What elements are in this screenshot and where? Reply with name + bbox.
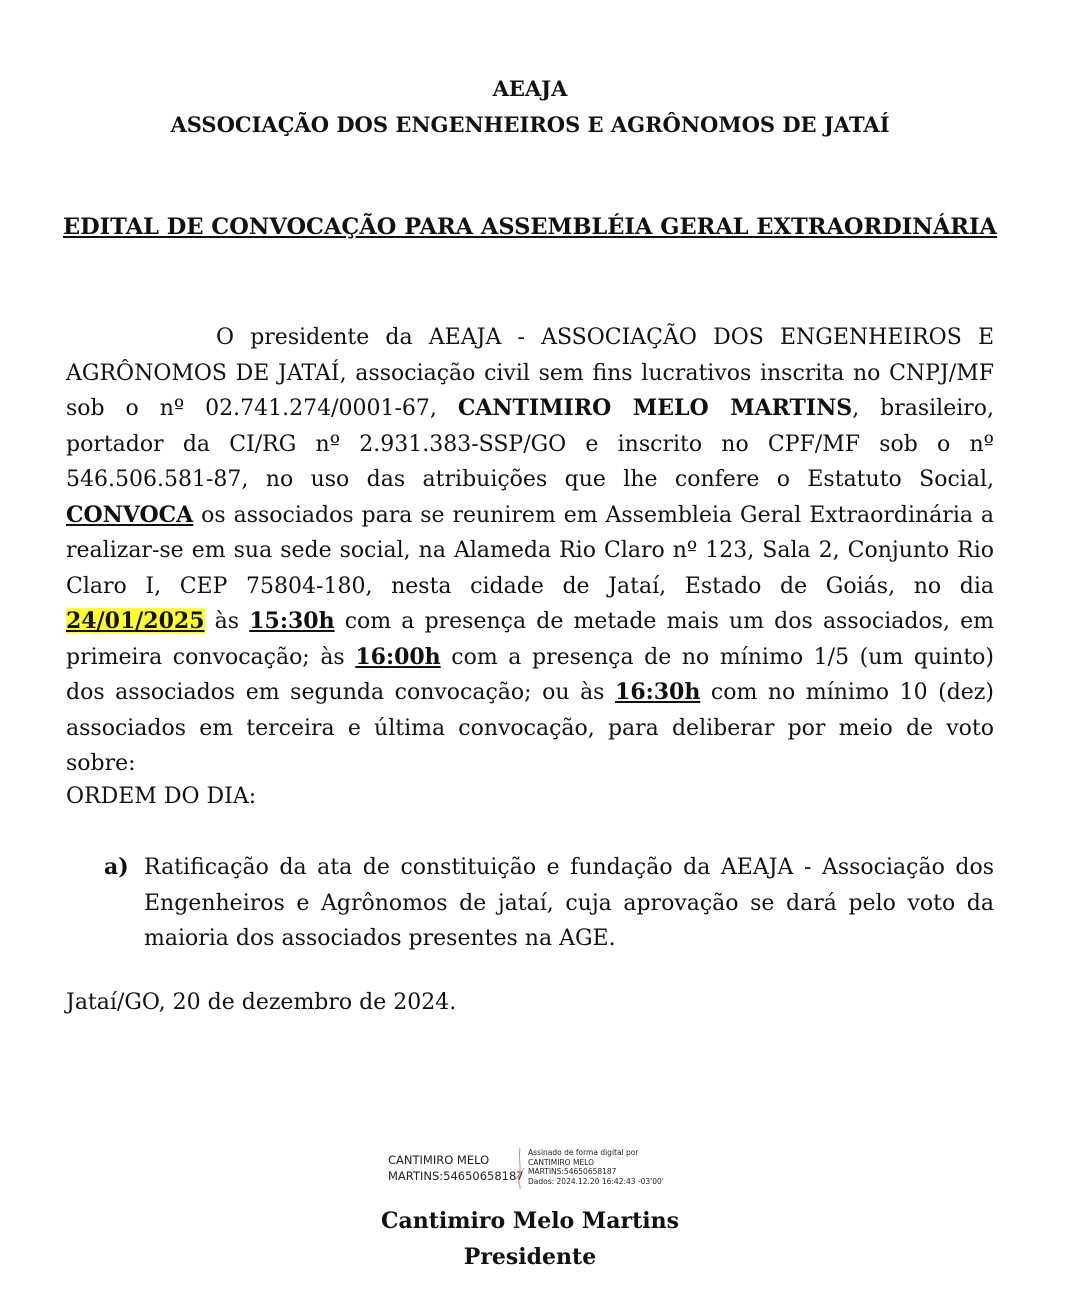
body-text: , brasileiro, portador da CI/RG nº 2.931.383-SSP/GO e inscrito no CPF/MF sob o nº 546.506.581-87, no uso das atribuições que lhe confere o Estatuto Social, [66,396,995,492]
body-text: com a presença de no mínimo 1/5 (um quinto) dos associados em segunda convocação; ou às [66,644,995,705]
document-title: EDITAL DE CONVOCAÇÃO PARA ASSEMBLÉIA GERAL EXTRAORDINÁRIA [63,214,997,240]
digital-signature-details [528,1148,664,1186]
signature-detail-line: Assinado de forma digital por [528,1148,639,1157]
body-text: os associados para se reunirem em Assembleia Geral Extraordinária a realizar-se em sua sede social, na Alameda Rio Claro nº 123, Sala 2, Conjunto Rio Claro I, CEP 75804-180, nesta cidade de Jataí, Estado de Goiás, no dia [66,502,994,599]
signature-name-line: CANTIMIRO MELO [388,1153,490,1167]
body-text: O presidente da AEAJA - ASSOCIAÇÃO DOS ENGENHEIROS E AGRÔNOMOS DE JATAÍ, associação civil sem fins lucrativos inscrita no CNPJ/MF sob o nº 02.741.274/0001-67, [66,325,994,421]
agenda-heading: ORDEM DO DIA: [66,784,257,809]
place-date: Jataí/GO, 20 de dezembro de 2024. [66,990,457,1015]
third-call-time: 16:30h [615,679,701,705]
signature-name-line: MARTINS:54650658187 [388,1169,524,1183]
signature-detail-line: CANTIMIRO MELO [528,1157,594,1167]
agenda-item-text: Ratificação da ata de constituição e fundação da AEAJA - Associação dos Engenheiros e Agrônomos de jataí, cuja aprovação se dará pelo voto da maioria dos associados presentes na AGE. [144,855,994,951]
second-call-time: 16:00h [355,643,441,670]
body-text: com no mínimo 10 (dez) associados em terceira e última convocação, para deliberar por meio de voto sobre: [66,680,994,776]
body-text: às [204,609,250,634]
meeting-date: 24/01/2025 [66,608,205,634]
digital-signature-name [388,1152,524,1184]
signature-detail-line: MARTINS:54650658187 [528,1167,617,1176]
signature-flourish-icon [512,1146,528,1190]
signer-name: Cantimiro Melo Martins [381,1208,679,1234]
convoca-word: CONVOCA [66,501,194,528]
association-acronym: AEAJA [492,76,568,101]
body-text: com a presença de metade mais um dos associados, em primeira convocação; às [66,609,994,670]
first-call-time: 15:30h [249,608,335,634]
association-name: ASSOCIAÇÃO DOS ENGENHEIROS E AGRÔNOMOS DE JATAÍ [170,112,890,137]
signer-role: Presidente [463,1244,597,1270]
signer-block [0,1203,1060,1275]
signature-detail-line: Dados: 2024.12.20 16:42:43 -03'00' [528,1176,664,1186]
agenda-item [104,850,994,957]
president-name: CANTIMIRO MELO MARTINS [457,395,853,421]
agenda-item-label: a) [104,854,129,880]
convocation-paragraph [66,320,994,782]
